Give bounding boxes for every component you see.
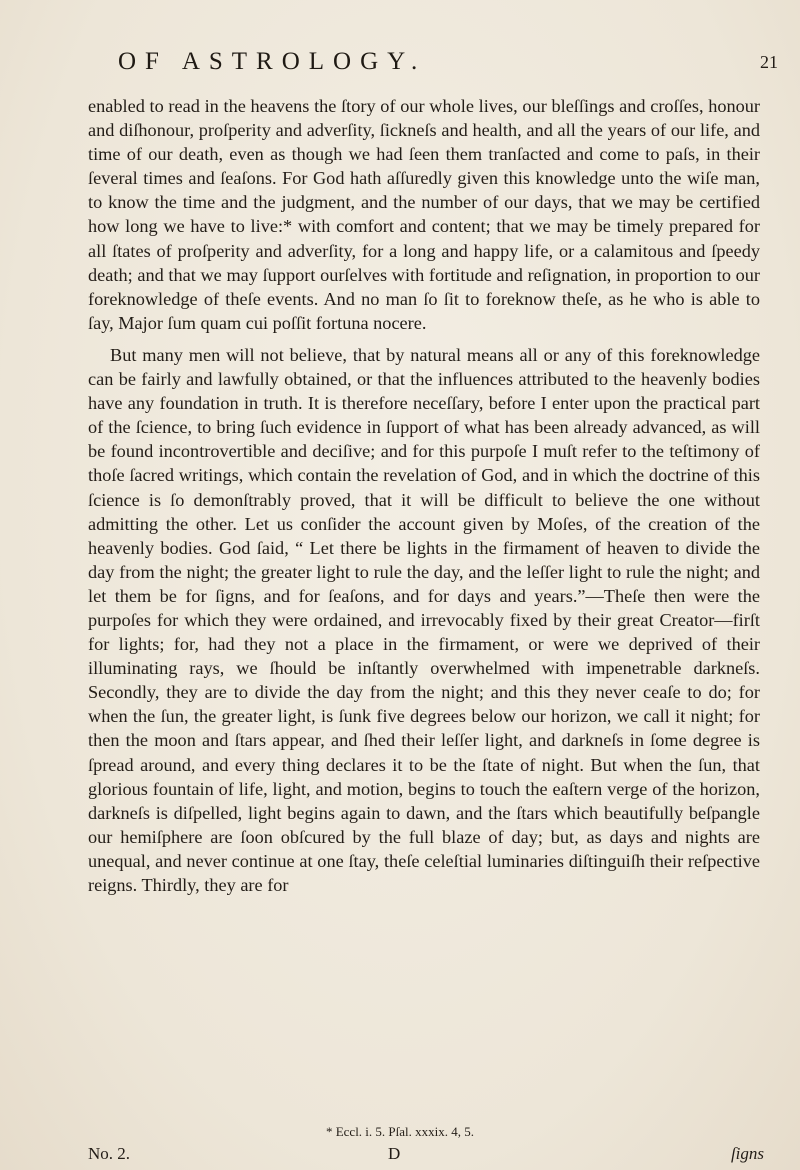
paragraph: enabled to read in the heavens the ſtory of our whole lives, our bleſſings and croſſes, honour and diſhonour, proſperity and adverſity, ſickneſs and health, and all the years of our life, and time of our death, even as though we had ſeen them tranſacted and come to paſs, in their ſeveral times and ſeaſons. For God hath aſſuredly given this knowledge unto the wiſe man, to know the time and the judgment, and the number of our days, that we may be certified how long we have to live:* with comfort and content; that we may be timely prepared for all ſtates of proſperity and adverſity, for a long and happy life, or a calamitous and ſpeedy death; and that we may ſupport ourſelves with fortitude and reſignation, in proportion to our foreknowledge of theſe events. And no man ſo ſit to foreknow theſe, as he who is able to ſay, Major ſum quam cui poſſit fortuna nocere. [88, 96, 760, 333]
signature-mark: D [388, 1144, 401, 1163]
running-title: OF ASTROLOGY. [118, 48, 427, 75]
footnote: * Eccl. i. 5. Pſal. xxxix. 4, 5. [325, 1124, 475, 1139]
paragraph: But many men will not believe, that by natural means all or any of this foreknowledge can be fairly and lawfully obtained, or that the influences attributed to the heavenly bodies have any foundation in truth. It is therefore neceſſary, before I enter upon the practical part of the ſcience, to bring ſuch evidence in ſupport of what has been already advanced, as will be found incontrovertible and deciſive; and for this purpoſe I muſt refer to the teſtimony of thoſe ſacred writings, which contain the revelation of God, and in which the doctrine of this ſcience is ſo demonſtrably proved, that it will be difficult to believe the one without admitting the other. Let us conſider the account given by Moſes, of the creation of the heavenly bodies. God ſaid, “ Let there be lights in the firmament of heaven to divide the day from the night; the greater light to rule the day, and the leſſer light to rule the night; and let them be for ſigns, and for ſeaſons, and for days and years.”—Theſe then were the purpoſes for which they were ordained, and irrevocably fixed by their great Creator—firſt for lights; for, had they not a place in the firmament, or were we deprived of their illuminating rays, we ſhould be inſtantly overwhelmed with impenetrable darkneſs. Secondly, they are to divide the day from the night; and this they never ceaſe to do; for when the ſun, the greater light, is ſunk five degrees below our horizon, we call it night; for then the moon and ſtars appear, and ſhed their leſſer light, and darkneſs in ſome degree is ſpread around, and every thing declares it to be the ſtate of night. But when the ſun, that glorious fountain of life, light, and motion, begins to touch the eaſtern verge of the horizon, darkneſs is diſpelled, light begins again to dawn, and the ſtars which beautifully beſpangle our hemiſphere are ſoon obſcured by the full blaze of day; but, as days and nights are unequal, and never continue at one ſtay, theſe celeſtial luminaries diſtinguiſh their reſpective reigns. Thirdly, they are for [88, 344, 760, 895]
catchword: ſigns [730, 1144, 764, 1163]
signature-number: No. 2. [88, 1144, 131, 1163]
page-footer [88, 1144, 764, 1166]
body-text [88, 94, 760, 897]
page-number: 21 [760, 52, 778, 72]
page-header [118, 48, 778, 80]
